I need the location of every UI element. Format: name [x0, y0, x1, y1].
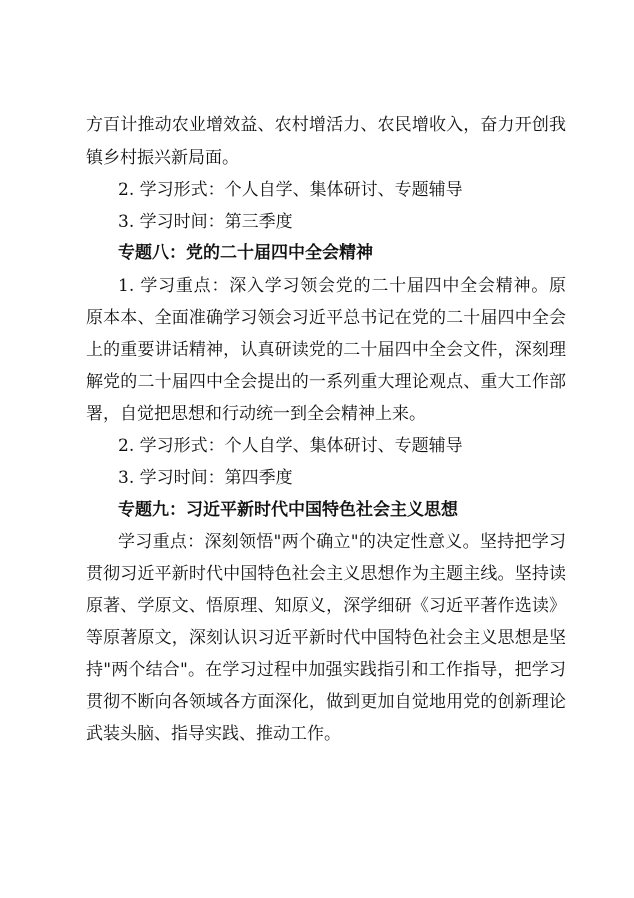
body-text-line: 解党的二十届四中全会提出的一系列重大理论观点、重大工作部 — [86, 372, 566, 392]
list-item-form: 2. 学习形式：个人自学、集体研讨、专题辅导 — [118, 436, 463, 456]
list-item-time: 3. 学习时间：第四季度 — [118, 468, 293, 488]
body-text-line: 贯彻不断向各领域各方面深化，做到更加自觉地用党的创新理论 — [86, 692, 566, 712]
body-text-line: 原本本、全面准确学习领会习近平总书记在党的二十届四中全会 — [86, 308, 566, 328]
body-text-line: 上的重要讲话精神，认真研读党的二十届四中全会文件，深刻理 — [86, 340, 566, 360]
body-text-line: 等原著原文，深刻认识习近平新时代中国特色社会主义思想是坚 — [86, 628, 566, 648]
body-text-line: 1. 学习重点：深入学习领会党的二十届四中全会精神。原 — [118, 276, 566, 296]
body-text-line: 武装头脑、指导实践、推动工作。 — [86, 724, 341, 744]
body-text-line: 镇乡村振兴新局面。 — [86, 148, 239, 168]
body-text-line: 署，自觉把思想和行动统一到全会精神上来。 — [86, 404, 426, 424]
body-text-line: 贯彻习近平新时代中国特色社会主义思想作为主题主线。坚持读 — [86, 564, 566, 584]
body-text-line: 持"两个结合"。在学习过程中加强实践指引和工作指导，把学习 — [86, 660, 566, 680]
section-heading-topic-8: 专题八：党的二十届四中全会精神 — [118, 243, 373, 263]
body-text-line: 方百计推动农业增效益、农村增活力、农民增收入，奋力开创我 — [86, 115, 566, 135]
body-text-line: 学习重点：深刻领悟"两个确立"的决定性意义。坚持把学习 — [118, 532, 566, 552]
list-item-time: 3. 学习时间：第三季度 — [118, 212, 293, 232]
body-text-line: 原著、学原文、悟原理、知原义，深学细研《习近平著作选读》 — [86, 596, 566, 616]
list-item-form: 2. 学习形式：个人自学、集体研讨、专题辅导 — [118, 180, 463, 200]
section-heading-topic-9: 专题九：习近平新时代中国特色社会主义思想 — [118, 500, 458, 520]
